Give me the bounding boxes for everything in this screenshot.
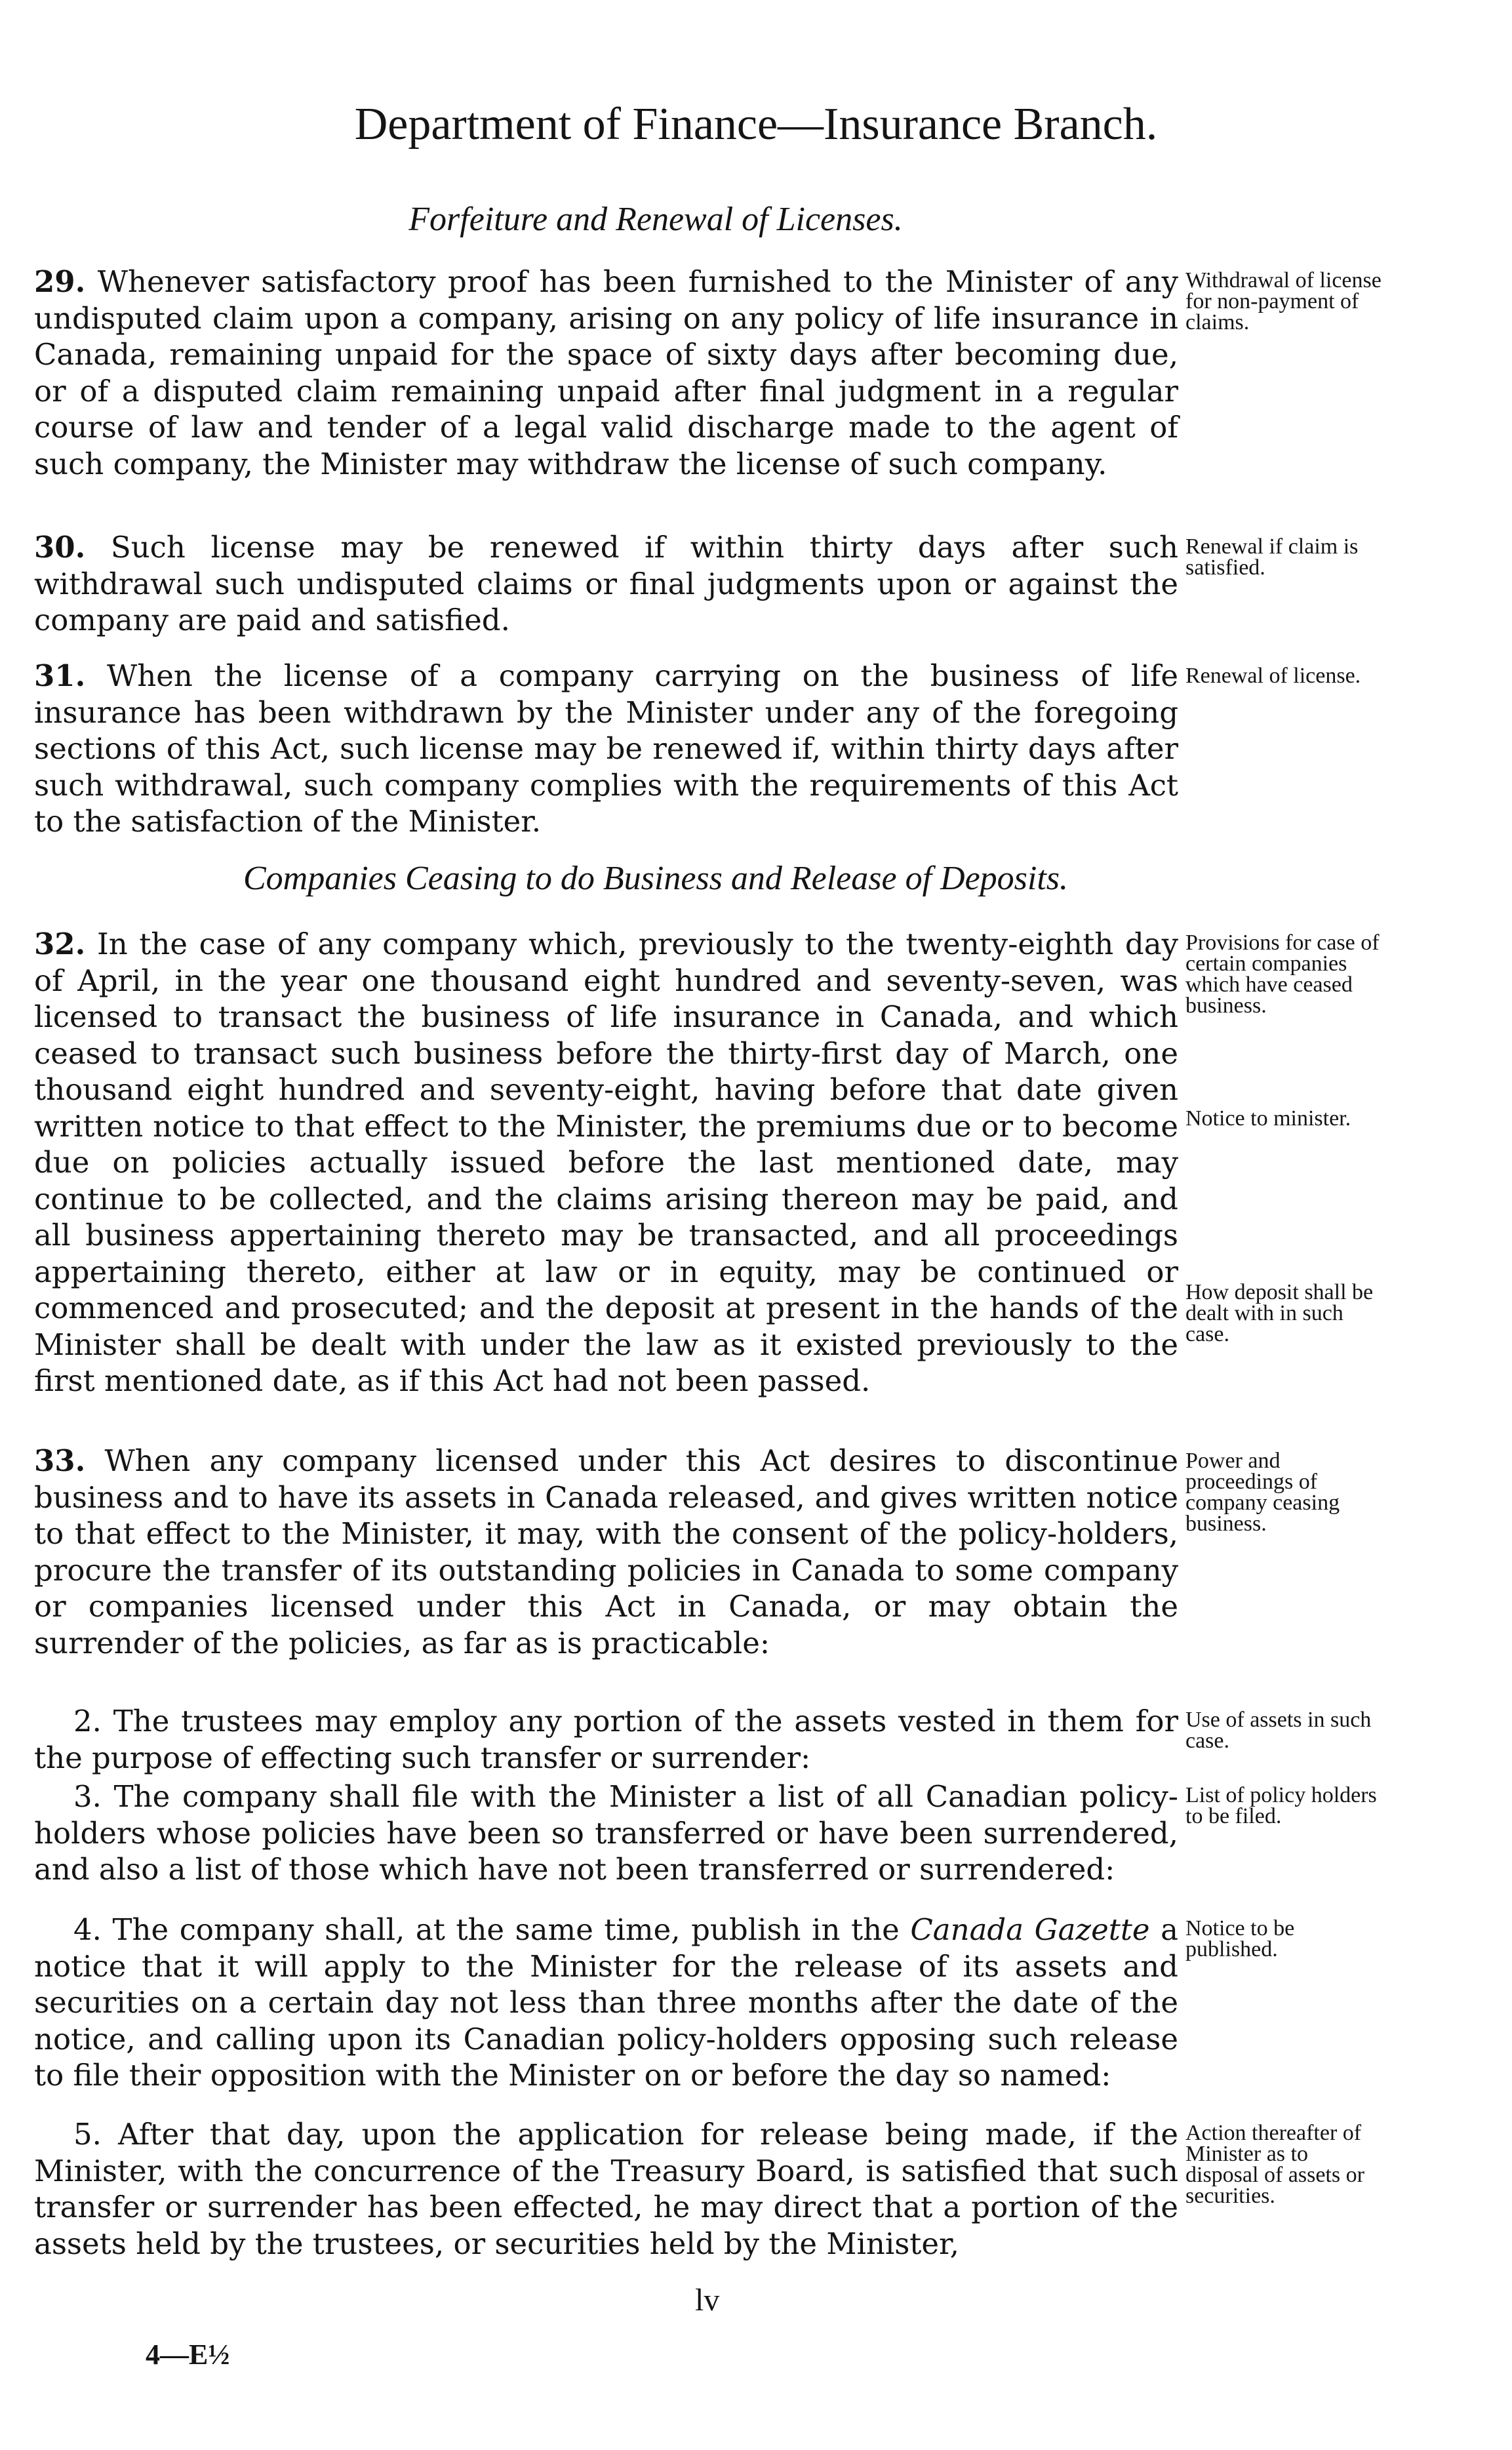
margin-note-provisions: Provisions for case of certain companies which have ceased business. [1185,931,1380,1018]
margin-note-policy-list: List of policy holders to be filed. [1185,1783,1377,1828]
subsection-number: 4. [73,1912,102,1947]
subsection-number: 3. [73,1779,102,1814]
section-heading-ceasing: Companies Ceasing to do Business and Release of Deposits. [243,860,1069,897]
section-32 [34,926,1178,1399]
section-number: 30. [34,530,86,565]
subsection-text: The trustees may employ any portion of the assets vested in them for the purpose of effecting such transfer or surrender: [34,1704,1178,1775]
section-30 [34,529,1178,639]
subsection-number: 5. [73,2117,102,2152]
subsection-4 [34,1912,1178,2094]
subsection-text: a notice that it will apply to the Minister for the release of its assets and securities on a certain day not less than three months after the date of the notice, and calling upon its Canadian policy-holders opposing such release to file their opposition with the Minister on or before the day so named: [34,1912,1178,2093]
section-text: Whenever satisfactory proof has been furnished to the Minister of any undisputed claim upon a company, arising on any policy of life insurance in Canada, remaining unpaid for the space of sixty days after becoming due, or of a disputed claim remaining unpaid after final judgment in a regular course of law and tender of a legal valid discharge made to the agent of such company, the Minister may withdraw the license of such company. [34,264,1179,481]
subsection-5 [34,2116,1178,2262]
section-number: 33. [34,1443,86,1478]
section-number: 32. [34,927,86,961]
margin-note-withdrawal: Withdrawal of license for non-payment of claims. [1185,268,1382,334]
page-title: Department of Finance—Insurance Branch. [354,99,1158,150]
section-text: Such license may be renewed if within thirty days after such withdrawal such undisputed claims or final judgments upon or against the company are paid and satisfied. [34,530,1178,637]
margin-note-power: Power and proceedings of company ceasing business. [1185,1449,1340,1536]
subsection-2 [34,1703,1178,1776]
margin-note-publish: Notice to be published. [1185,1916,1295,1961]
section-text: In the case of any company which, previously to the twenty-eighth day of April, in the year one thousand eight hundred and seventy-seven, was licensed to transact the business of life insurance in Canada, and which ceased to transact such business before the thirty-first day of March, one thousand eight hundred and seventy-eight, having before that date given written notice to that effect to the Minister, the premiums due or to become due on policies actually issued before the last mentioned date, may continue to be collected, and the claims arising thereon may be paid, and all business appertaining thereto may be transacted, and all proceedings appertaining thereto, either at law or in equity, may be continued or commenced and prosecuted; and the deposit at present in the hands of the Minister shall be dealt with under the law as it existed previously to the first mentioned date, as if this Act had not been passed. [34,927,1178,1398]
section-29 [34,264,1178,482]
subsection-text: After that day, upon the application for release being made, if the Minister, with the concurrence of the Treasury Board, is satisfied that such transfer or surrender has been effected, he may direct that a portion of the assets held by the trustees, or securities held by the Minister, [34,2117,1178,2261]
printer-signature: 4—E½ [146,2339,230,2371]
section-number: 31. [34,658,86,693]
margin-note-assets-use: Use of assets in such case. [1185,1708,1372,1753]
margin-note-notice-minister: Notice to minister. [1185,1106,1351,1131]
margin-note-renewal-claim: Renewal if claim is satisfied. [1185,534,1359,580]
section-text: When any company licensed under this Act desires to discontinue business and to have its assets in Canada released, and gives written notice to that effect to the Minister, it may, with the consent of the policy-holders, procure the transfer of its outstanding policies in Canada to some company or companies licensed under this Act in Canada, or may obtain the surrender of the policies, as far as is practicable: [34,1443,1178,1660]
section-text: When the license of a company carrying on the business of life insurance has been withdrawn by the Minister under any of the foregoing sections of this Act, such license may be renewed if, within thirty days after such withdrawal, such company complies with the requirements of this Act to the satisfaction of the Minister. [34,658,1178,839]
page-number: lv [695,2283,720,2318]
subsection-number: 2. [73,1704,102,1738]
subsection-text: The company shall file with the Minister a list of all Canadian policy-holders whose policies have been so transferred or have been surrendered, and also a list of those which have not been transferred or surrendered: [34,1779,1178,1887]
section-33 [34,1443,1178,1661]
subsection-text: The company shall, at the same time, publish in the [112,1912,900,1947]
section-heading-forfeiture: Forfeiture and Renewal of Licenses. [408,201,903,238]
section-number: 29. [34,264,86,299]
subsection-3 [34,1778,1178,1888]
gazette-title: Canada Gazette [910,1912,1150,1947]
section-31 [34,658,1178,840]
margin-note-deposit: How deposit shall be dealt with in such case. [1185,1280,1374,1346]
margin-note-action: Action thereafter of Minister as to disposal of assets or securities. [1185,2121,1364,2208]
margin-note-renewal-license: Renewal of license. [1185,664,1361,688]
